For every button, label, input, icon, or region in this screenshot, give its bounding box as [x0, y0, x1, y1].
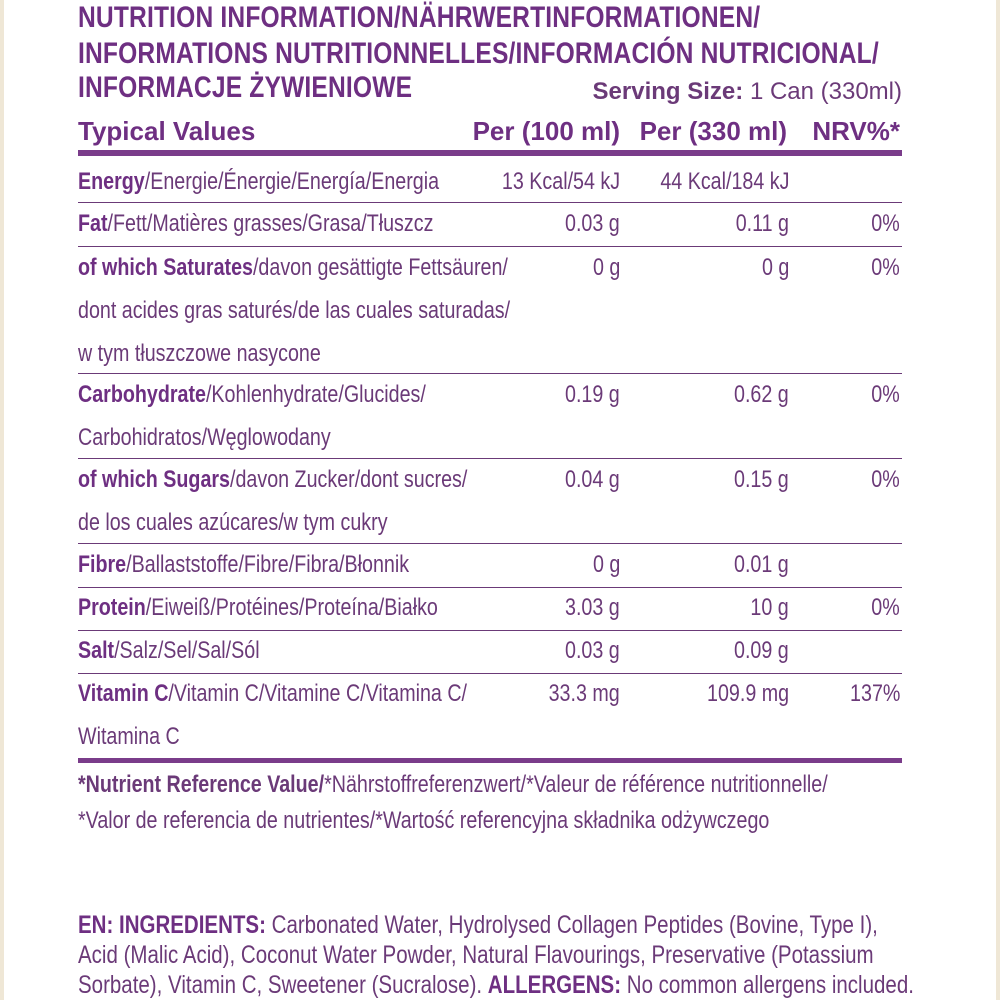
row-divider — [78, 458, 902, 459]
allergens-label: ALLERGENS: — [487, 971, 622, 999]
nutrient-translations: /Salz/Sel/Sal/Sól — [114, 637, 260, 664]
nutrient-name: of which Sugars — [78, 466, 230, 493]
row-label-continuation: de los cuales azúcares/w tym cukry — [78, 509, 388, 536]
value-per-100ml: 0.19 g — [565, 381, 620, 408]
value-per-100ml: 0 g — [592, 551, 620, 578]
value-per-330ml: 0.62 g — [734, 381, 789, 408]
header-nrv: NRV%* — [812, 116, 900, 146]
value-per-100ml: 33.3 mg — [548, 680, 620, 707]
serving-size — [593, 78, 902, 106]
row-label — [78, 680, 552, 708]
row-label — [78, 594, 517, 622]
footnote-line-2: *Valor de referencia de nutrientes/*Wartość referencyjna składnika odżywczego — [78, 807, 770, 834]
ingredients-line-3: Sorbate), Vitamin C, Sweetener (Sucralose). ALLERGENS: No common allergens included. — [78, 971, 914, 999]
nutrient-name: Fat — [78, 210, 108, 237]
value-nrv: 0% — [871, 254, 900, 281]
row-label — [78, 637, 299, 665]
nutrient-name: of which Saturates — [78, 254, 253, 281]
nutrient-name: Vitamin C — [78, 680, 169, 707]
nutrient-translations: /davon gesättigte Fettsäuren/ — [252, 254, 508, 281]
row-divider — [78, 373, 902, 374]
value-nrv: 0% — [871, 210, 900, 237]
ingredients-label: EN: INGREDIENTS: — [78, 911, 266, 939]
nutrient-translations: /Eiweiß/Protéines/Proteína/Białko — [145, 594, 438, 621]
nutrient-translations: /davon Zucker/dont sucres/ — [229, 466, 468, 493]
value-nrv: 0% — [871, 594, 900, 621]
table-bottom-rule — [78, 758, 902, 763]
header-typical-values: Typical Values — [78, 116, 256, 146]
value-per-100ml: 13 Kcal/54 kJ — [501, 168, 620, 195]
row-label-continuation: dont acides gras saturés/de las cuales saturadas/ — [78, 297, 511, 324]
left-edge-strip — [0, 0, 4, 1000]
nutrient-translations: /Fett/Matières grasses/Grasa/Tłuszcz — [107, 210, 434, 237]
row-label — [78, 466, 553, 494]
value-per-100ml: 0 g — [592, 254, 620, 281]
row-divider — [78, 202, 902, 203]
row-divider — [78, 246, 902, 247]
row-label — [78, 551, 482, 579]
footnote-line-1: *Nutrient Reference Value/*Nährstoffreferenzwert/*Valeur de référence nutritionnelle/ — [78, 771, 828, 798]
value-per-100ml: 0.04 g — [565, 466, 620, 493]
nutrient-name: Energy — [78, 168, 145, 195]
nutrient-name: Salt — [78, 637, 115, 664]
value-per-330ml: 0.11 g — [735, 210, 789, 237]
row-label-continuation: Witamina C — [78, 723, 180, 750]
nutrient-name: Protein — [78, 594, 146, 621]
row-label — [78, 168, 518, 196]
right-edge-strip — [996, 0, 1000, 1000]
title-line-1: NUTRITION INFORMATION/NÄHRWERTINFORMATIONEN/ — [78, 1, 761, 34]
row-divider — [78, 673, 902, 674]
value-per-330ml: 0.15 g — [734, 466, 789, 493]
value-nrv: 0% — [871, 381, 900, 408]
ingredients-line-1: EN: INGREDIENTS: Carbonated Water, Hydrolysed Collagen Peptides (Bovine, Type I), — [78, 911, 878, 939]
row-label — [78, 210, 511, 238]
nutrition-label — [78, 0, 914, 1000]
header-rule — [78, 150, 902, 156]
title-line-2: INFORMATIONS NUTRITIONNELLES/INFORMACIÓN NUTRICIONAL/ — [78, 37, 879, 70]
nutrient-translations: /Kohlenhydrate/Glucides/ — [205, 381, 426, 408]
row-divider — [78, 587, 902, 588]
value-per-330ml: 0.09 g — [734, 637, 789, 664]
serving-size-value: 1 Can (330ml) — [749, 78, 902, 105]
value-nrv: 0% — [871, 466, 900, 493]
ingredients-line-2: Acid (Malic Acid), Coconut Water Powder, Natural Flavourings, Preservative (Potassium — [78, 941, 874, 969]
nutrient-name: Fibre — [78, 551, 127, 578]
title-line-3: INFORMACJE ŻYWIENIOWE — [78, 71, 413, 104]
header-per-100ml: Per (100 ml) — [472, 116, 620, 146]
row-divider — [78, 543, 902, 544]
serving-size-label: Serving Size: — [592, 78, 744, 105]
value-per-330ml: 0.01 g — [734, 551, 789, 578]
nutrient-translations: /Ballaststoffe/Fibre/Fibra/Błonnik — [126, 551, 410, 578]
value-per-100ml: 3.03 g — [565, 594, 620, 621]
row-divider — [78, 630, 902, 631]
value-per-330ml: 10 g — [750, 594, 789, 621]
value-per-330ml: 44 Kcal/184 kJ — [659, 168, 789, 195]
value-per-100ml: 0.03 g — [565, 637, 620, 664]
value-per-100ml: 0.03 g — [565, 210, 620, 237]
value-per-330ml: 0 g — [761, 254, 789, 281]
value-nrv: 137% — [849, 680, 900, 707]
header-per-330ml: Per (330 ml) — [639, 116, 787, 146]
row-label-continuation: Carbohidratos/Węglowodany — [78, 424, 331, 451]
row-label-continuation: w tym tłuszczowe nasycone — [78, 340, 321, 367]
row-label — [78, 254, 602, 282]
nutrient-translations: /Vitamin C/Vitamine C/Vitamina C/ — [168, 680, 468, 707]
row-label — [78, 381, 502, 409]
nutrient-translations: /Energie/Énergie/Energía/Energia — [144, 168, 440, 195]
value-per-330ml: 109.9 mg — [706, 680, 789, 707]
nutrient-name: Carbohydrate — [78, 381, 206, 408]
